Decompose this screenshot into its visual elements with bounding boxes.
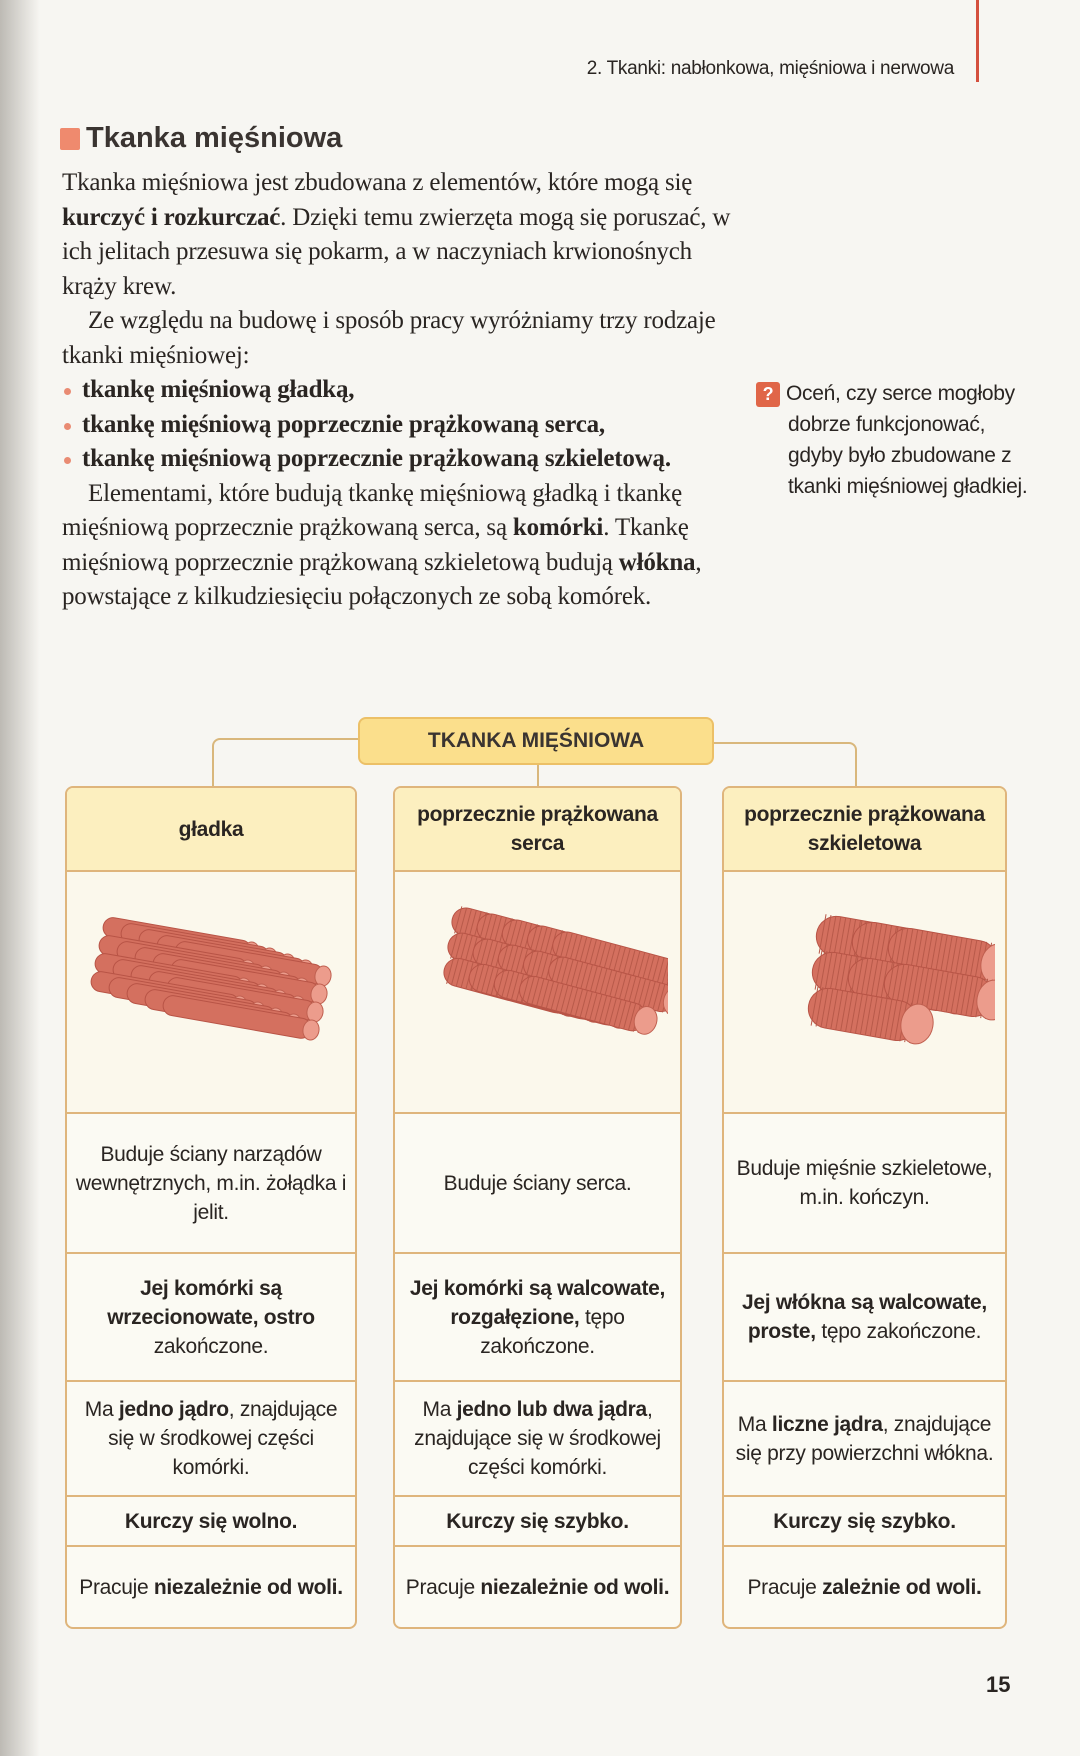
- heading-square-icon: [60, 128, 80, 150]
- nucleus-cell: Ma liczne jądra, znajdujące się przy powierzchni włókna.: [724, 1382, 1005, 1497]
- contraction-speed-cell: Kurczy się szybko.: [395, 1497, 680, 1547]
- body-text: [62, 166, 742, 615]
- paragraph-3: Elementami, które budują tkankę mięśniową gładką i tkankę mięśniową poprzecznie prążkowaną serca, są komórki. Tkankę mięśniową poprzecznie prążkowaną szkieletową budują włókna, powstające z kilkudziesięciu połączonych ze sobą komórek.: [62, 479, 702, 610]
- location-cell: Buduje mięśnie szkieletowe, m.in. kończyn.: [724, 1114, 1005, 1254]
- running-header: 2. Tkanki: nabłonkowa, mięśniowa i nerwowa: [586, 58, 954, 79]
- control-cell: Pracuje niezależnie od woli.: [405, 1575, 670, 1599]
- tissue-column-2: [722, 786, 1007, 1629]
- shape-cell: Jej komórki są walcowate, rozgałęzione, tępo zakończone.: [395, 1254, 680, 1382]
- tissue-column-1: [393, 786, 682, 1629]
- question-icon: ?: [756, 382, 780, 407]
- list-item: tkankę mięśniową poprzecznie prążkowaną serca,: [62, 408, 742, 443]
- contraction-speed-cell: Kurczy się szybko.: [724, 1497, 1005, 1547]
- shape-cell: Jej komórki są wrzecionowate, ostro zakończone.: [67, 1254, 355, 1382]
- column-header: gładka: [67, 788, 355, 872]
- muscle-illustration: [395, 872, 680, 1114]
- column-header: poprzecznie prążkowana serca: [395, 788, 680, 872]
- question-note: ? Oceń, czy serce mogłoby dobrze funkcjonować, gdyby było zbudowane z tkanki mięśniowej gładkiej.: [788, 378, 1028, 502]
- paragraph-2: Ze względu na budowę i sposób pracy wyróżniamy trzy rodzaje tkanki mięśniowej:: [62, 307, 716, 369]
- nucleus-cell: Ma jedno jądro, znajdujące się w środkowej części komórki.: [67, 1382, 355, 1497]
- tissue-types-list: [62, 373, 742, 477]
- list-item: tkankę mięśniową poprzecznie prążkowaną szkieletową.: [62, 442, 742, 477]
- control-cell: Pracuje zależnie od woli.: [747, 1575, 982, 1599]
- paragraph-1: Tkanka mięśniowa jest zbudowana z elementów, które mogą się kurczyć i rozkurczać. Dzięki temu zwierzęta mogą się poruszać, w ich jelitach przesuwa się pokarm, a w naczyniach krwionośnych krąży krew.: [62, 169, 731, 300]
- location-cell: Buduje ściany serca.: [395, 1114, 680, 1254]
- diagram-title: TKANKA MIĘŚNIOWA: [358, 717, 714, 765]
- tissue-column-0: [65, 786, 357, 1629]
- page-number: 15: [986, 1672, 1011, 1697]
- muscle-illustration: [724, 872, 1005, 1114]
- muscle-illustration: [67, 872, 355, 1114]
- section-heading: [60, 122, 342, 155]
- shape-cell: Jej włókna są walcowate, proste, tępo zakończone.: [724, 1254, 1005, 1382]
- control-cell: Pracuje niezależnie od woli.: [79, 1575, 343, 1599]
- heading-text: Tkanka mięśniowa: [86, 122, 343, 154]
- nucleus-cell: Ma jedno lub dwa jądra, znajdujące się w środkowej części komórki.: [395, 1382, 680, 1497]
- page-gutter-shadow: [0, 0, 40, 1756]
- chapter-marker: [976, 0, 979, 82]
- column-header: poprzecznie prążkowana szkieletowa: [724, 788, 1005, 872]
- location-cell: Buduje ściany narządów wewnętrznych, m.in. żołądka i jelit.: [67, 1114, 355, 1254]
- contraction-speed-cell: Kurczy się wolno.: [67, 1497, 355, 1547]
- list-item: tkankę mięśniową gładką,: [62, 373, 742, 408]
